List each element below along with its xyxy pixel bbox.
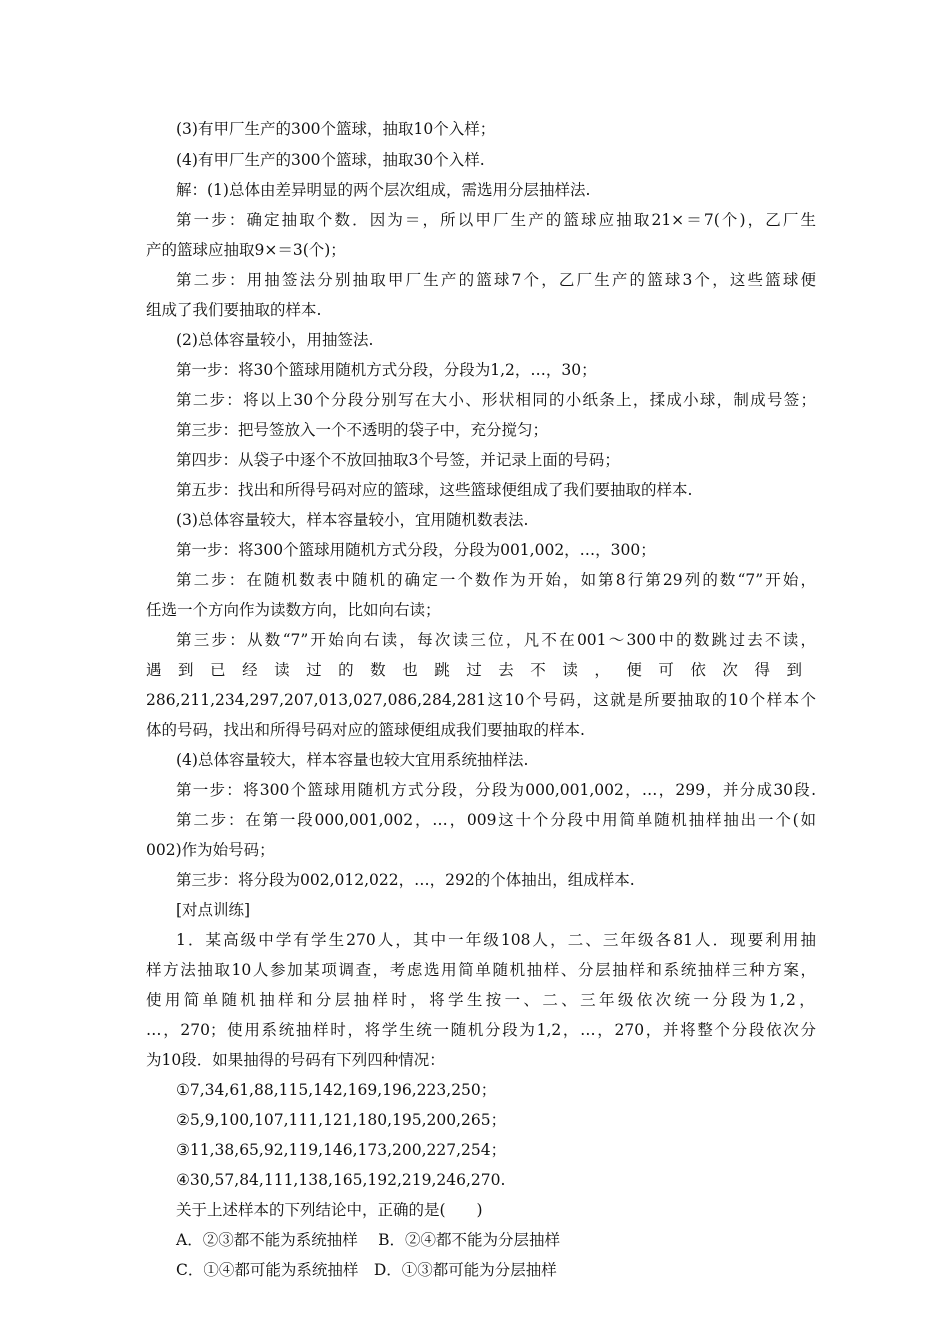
text-line: (3)总体容量较大，样本容量较小，宜用随机数表法. [176, 511, 529, 529]
text-line: 第一步：将30个篮球用随机方式分段，分段为1,2，…，30； [176, 361, 597, 379]
text-line: 使用简单随机抽样和分层抽样时，将学生按一、二、三年级依次统一分段为1,2， [146, 991, 816, 1009]
text-line: 样方法抽取10人参加某项调查，考虑选用简单随机抽样、分层抽样和系统抽样三种方案， [146, 961, 816, 979]
text-line: 第三步：将分段为002,012,022，…，292的个体抽出，组成样本. [176, 871, 635, 889]
text-line: (3)有甲厂生产的300个篮球，抽取10个入样； [176, 120, 496, 138]
text-line: 第一步：将300个篮球用随机方式分段，分段为001,002，…，300； [176, 541, 656, 559]
text-line: 组成了我们要抽取的样本. [146, 301, 322, 319]
sample-option: ②5,9,100,107,111,121,180,195,200,265； [176, 1111, 507, 1129]
answer-choices-cd: C．①④都可能为系统抽样 D．①③都可能为分层抽样 [176, 1261, 557, 1279]
text-line: (4)有甲厂生产的300个篮球，抽取30个入样. [176, 151, 485, 169]
text-line: 第二步：在随机数表中随机的确定一个数作为开始，如第8行第29列的数“7”开始， [176, 571, 816, 589]
text-line: 1．某高级中学有学生270人，其中一年级108人，二、三年级各81人．现要利用抽 [176, 931, 816, 949]
text-line: 第二步：在第一段000,001,002，…，009这十个分段中用简单随机抽样抽出一个(如 [176, 811, 816, 829]
text-line: 第五步：找出和所得号码对应的篮球，这些篮球便组成了我们要抽取的样本. [176, 481, 693, 499]
text-line: (2)总体容量较小，用抽签法. [176, 331, 374, 349]
text-line: 遇到已经读过的数也跳过去不读，便可依次得到 [146, 661, 816, 679]
text-line: …，270；使用系统抽样时，将学生统一随机分段为1,2，…，270，并将整个分段依次分 [146, 1021, 816, 1039]
text-line: 286,211,234,297,207,013,027,086,284,281这10个号码，这就是所要抽取的10个样本个 [146, 691, 816, 709]
text-line: 第三步：把号签放入一个不透明的袋子中，充分搅匀； [176, 421, 549, 439]
text-line: 002)作为始号码； [146, 841, 275, 859]
answer-choices-ab: A．②③都不能为系统抽样 B．②④都不能为分层抽样 [176, 1231, 561, 1249]
sample-option: ④30,57,84,111,138,165,192,219,246,270. [176, 1171, 506, 1189]
text-line: 产的篮球应抽取9×＝3(个)； [146, 241, 346, 259]
text-line: 第三步：从数“7”开始向右读，每次读三位，凡不在001～300中的数跳过去不读， [176, 631, 816, 649]
text-line: 第一步：将300个篮球用随机方式分段，分段为000,001,002，…，299，并分成30段. [176, 781, 816, 799]
text-line: 任选一个方向作为读数方向，比如向右读； [146, 601, 441, 619]
text-line: (4)总体容量较大，样本容量也较大宜用系统抽样法. [176, 751, 529, 769]
section-heading: [对点训练] [176, 901, 251, 919]
sample-option: ③11,38,65,92,119,146,173,200,227,254； [176, 1141, 507, 1159]
text-line: 第四步：从袋子中逐个不放回抽取3个号签，并记录上面的号码； [176, 451, 620, 469]
text-line: 为10段．如果抽得的号码有下列四种情况： [146, 1051, 445, 1069]
text-line: 第一步：确定抽取个数．因为＝，所以甲厂生产的篮球应抽取21×＝7(个)，乙厂生 [176, 211, 816, 229]
text-line: 第二步：将以上30个分段分别写在大小、形状相同的小纸条上，揉成小球，制成号签； [176, 391, 816, 409]
text-line: 体的号码，找出和所得号码对应的篮球便组成我们要抽取的样本. [146, 721, 585, 739]
question-stem: 关于上述样本的下列结论中，正确的是( ) [176, 1201, 483, 1219]
sample-option: ①7,34,61,88,115,142,169,196,223,250； [176, 1081, 497, 1099]
text-line: 解：(1)总体由差异明显的两个层次组成，需选用分层抽样法. [176, 181, 591, 199]
text-line: 第二步：用抽签法分别抽取甲厂生产的篮球7个，乙厂生产的篮球3个，这些篮球便 [176, 271, 816, 289]
